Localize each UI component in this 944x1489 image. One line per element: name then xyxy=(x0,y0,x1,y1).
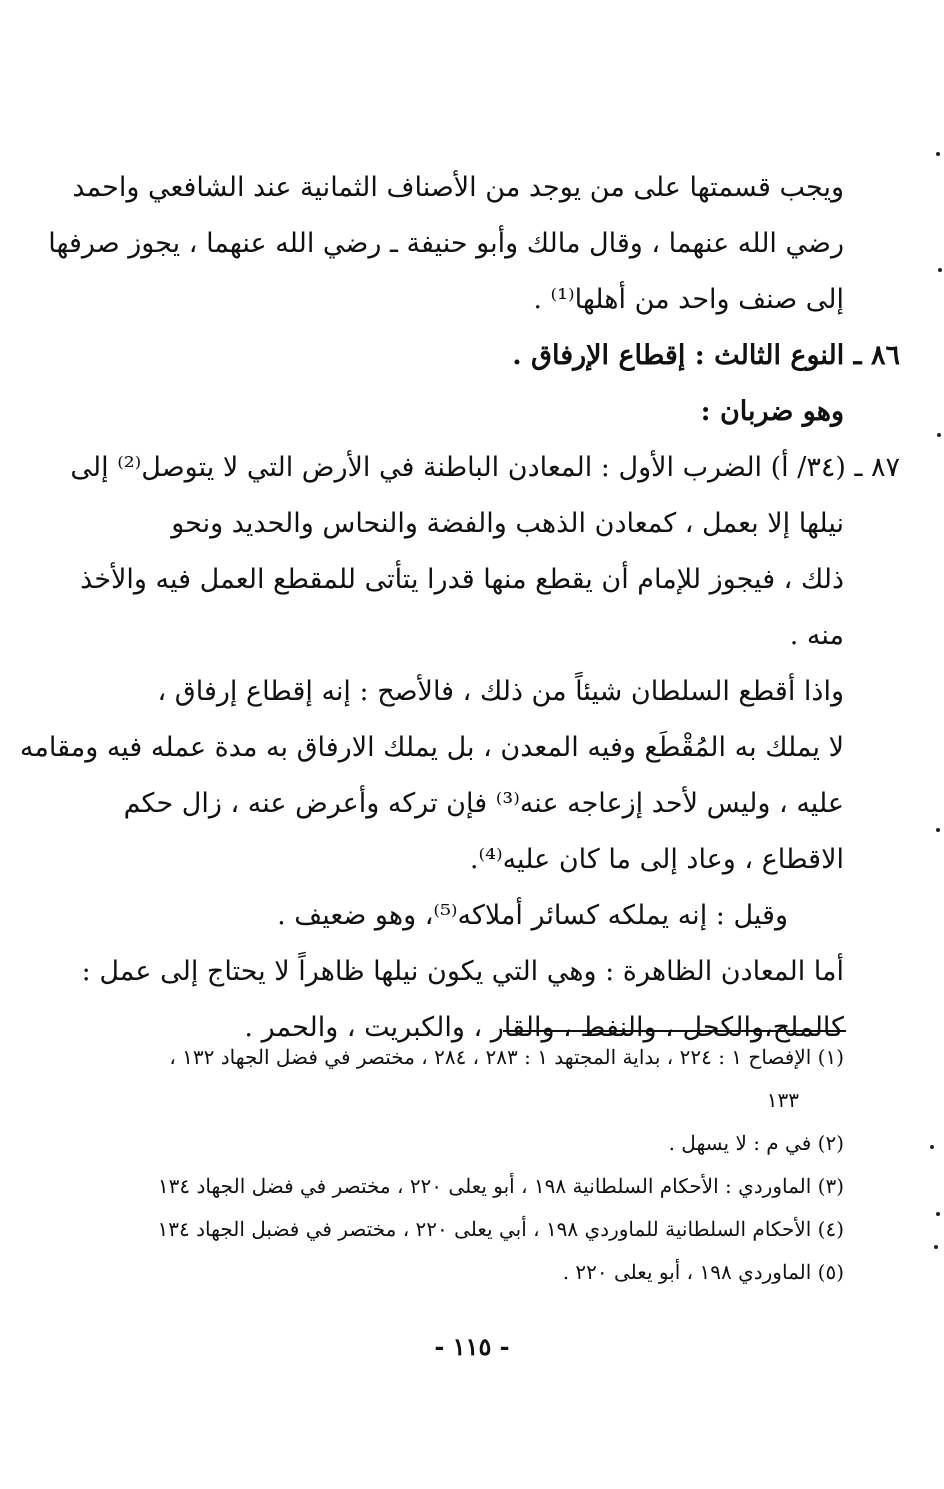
footnote-1-continued: ١٣٣ xyxy=(766,1088,799,1112)
footnote-divider xyxy=(503,1030,846,1032)
page-number: - ١١٥ - xyxy=(434,1332,510,1361)
main-text xyxy=(19,160,900,1056)
text-line: أما المعادن الظاهرة : وهي التي يكون نيلها ظاهراً لا يحتاج إلى عمل : xyxy=(81,956,844,987)
text-line: وقيل : إنه يملكه كسائر أملاكه⁽⁵⁾، وهو ضعيف . xyxy=(277,900,788,931)
text-line: كالملح،والكحل ، والنفط ، والقار ، والكبريت ، والحمر . xyxy=(244,1012,844,1043)
scan-speck xyxy=(938,268,942,272)
footnote-5: (٥) الماوردي ١٩٨ ، أبو يعلى ٢٢٠ . xyxy=(562,1260,844,1284)
section-heading-87: ٨٧ ـ (٣٤/ أ) الضرب الأول : المعادن الباطنة في الأرض التي لا يتوصل⁽²⁾ إلى xyxy=(70,452,900,483)
scan-speck xyxy=(930,1145,934,1149)
text-line: الاقطاع ، وعاد إلى ما كان عليه⁽⁴⁾. xyxy=(469,844,844,875)
text-line: عليه ، وليس لأحد إزعاجه عنه⁽³⁾ فإن تركه وأعرض عنه ، زال حكم xyxy=(123,788,844,819)
footnote-4: (٤) الأحكام السلطانية للماوردي ١٩٨ ، أبي يعلى ٢٢٠ ، مختصر في فضبل الجهاد ١٣٤ xyxy=(157,1217,844,1241)
text-line: إلى صنف واحد من أهلها⁽¹⁾ . xyxy=(533,284,844,315)
scan-speck xyxy=(936,828,940,832)
footnotes xyxy=(100,1036,844,1294)
text-line: وهو ضربان : xyxy=(700,396,844,427)
text-line: ويجب قسمتها على من يوجد من الأصناف الثمانية عند الشافعي واحمد xyxy=(72,172,844,203)
scan-speck xyxy=(936,152,940,156)
footnote-2: (٢) في م : لا يسهل . xyxy=(668,1131,844,1155)
text-line: واذا أقطع السلطان شيئاً من ذلك ، فالأصح : إنه إقطاع إرفاق ، xyxy=(157,676,844,707)
scan-speck xyxy=(934,1245,938,1249)
scan-speck xyxy=(936,1212,940,1216)
footnote-3: (٣) الماوردي : الأحكام السلطانية ١٩٨ ، أبو يعلى ٢٢٠ ، مختصر في فضل الجهاد ١٣٤ xyxy=(157,1174,844,1198)
text-line: ذلك ، فيجوز للإمام أن يقطع منها قدرا يتأتى للمقطع العمل فيه والأخذ xyxy=(80,564,844,595)
text-line: لا يملك به المُقْطَع وفيه المعدن ، بل يملك الارفاق به مدة عمله فيه ومقامه xyxy=(19,732,844,763)
scan-speck xyxy=(937,433,941,437)
text-line: نيلها إلا بعمل ، كمعادن الذهب والفضة والنحاس والحديد ونحو xyxy=(171,508,844,539)
footnote-1: (١) الإفصاح ١ : ٢٢٤ ، بداية المجتهد ١ : ٢٨٣ ، ٢٨٤ ، مختصر في فضل الجهاد ١٣٢ ، xyxy=(169,1045,844,1069)
text-line: منه . xyxy=(789,620,844,651)
section-heading-86: ٨٦ ـ النوع الثالث : إقطاع الإرفاق . xyxy=(512,340,900,371)
text-line: رضي الله عنهما ، وقال مالك وأبو حنيفة ـ رضي الله عنهما ، يجوز صرفها xyxy=(48,228,844,259)
